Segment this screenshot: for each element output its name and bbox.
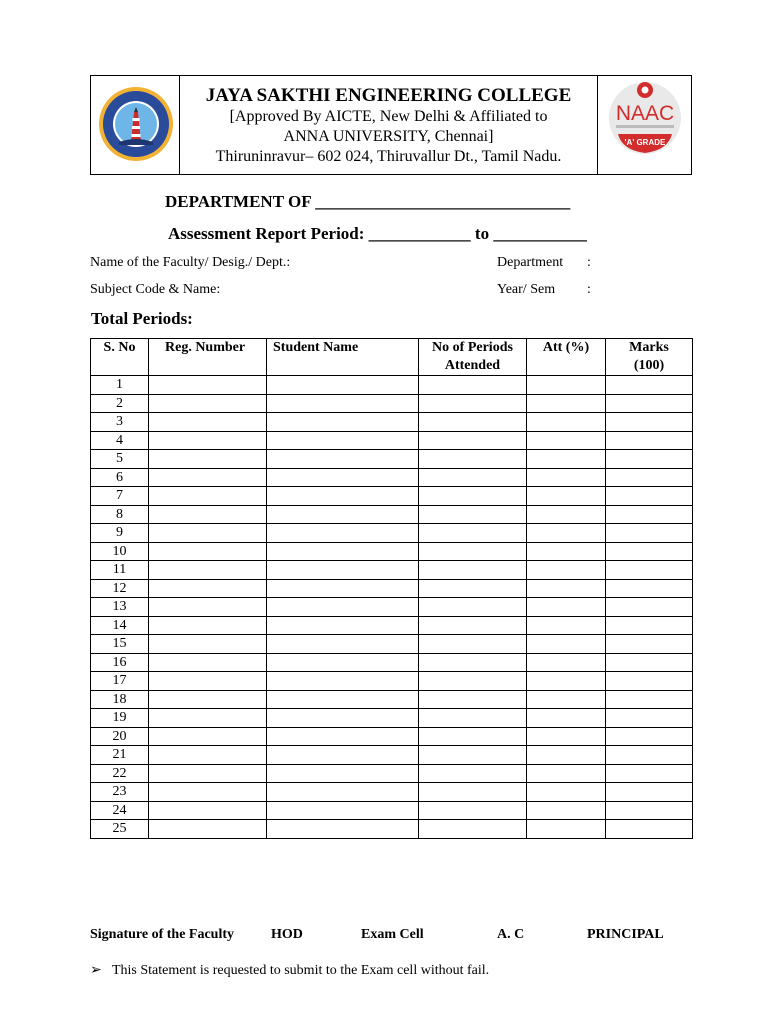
student-name-cell[interactable] — [267, 764, 419, 783]
periods-attended-cell[interactable] — [419, 783, 527, 802]
reg-number-cell[interactable] — [149, 820, 267, 839]
periods-attended-cell[interactable] — [419, 579, 527, 598]
student-name-cell[interactable] — [267, 376, 419, 395]
reg-number-cell[interactable] — [149, 413, 267, 432]
naac-logo-cell — [597, 76, 691, 174]
marks-cell[interactable] — [606, 542, 693, 561]
table-row — [91, 690, 693, 709]
college-logo-cell — [91, 76, 180, 174]
signature-principal: PRINCIPAL — [587, 927, 664, 942]
submission-note-text: This Statement is requested to submit to the Exam cell without fail. — [111, 963, 490, 978]
sno-cell: 1 — [91, 376, 149, 395]
student-name-cell[interactable] — [267, 690, 419, 709]
signature-hod: HOD — [271, 927, 303, 942]
department-blank[interactable]: ______________________________ — [315, 192, 571, 211]
col-header-attendance: Att (%) — [527, 339, 606, 376]
attendance-cell[interactable] — [527, 801, 606, 820]
table-row — [91, 653, 693, 672]
sno-cell: 19 — [91, 709, 149, 728]
student-name-cell[interactable] — [267, 653, 419, 672]
college-affiliation: ANNA UNIVERSITY, Chennai] — [283, 128, 494, 145]
college-header — [90, 75, 692, 175]
subject-label: Subject Code & Name: — [90, 282, 221, 297]
col-header-sno: S. No — [91, 339, 149, 376]
reg-number-cell[interactable] — [149, 783, 267, 802]
sno-cell: 14 — [91, 616, 149, 635]
sno-cell: 4 — [91, 431, 149, 450]
attendance-cell[interactable] — [527, 672, 606, 691]
period-to-blank[interactable]: ___________ — [493, 224, 587, 243]
student-name-cell[interactable] — [267, 820, 419, 839]
sno-cell: 18 — [91, 690, 149, 709]
attendance-cell[interactable] — [527, 542, 606, 561]
attendance-cell[interactable] — [527, 635, 606, 654]
table-row — [91, 394, 693, 413]
sno-cell: 22 — [91, 764, 149, 783]
student-name-cell[interactable] — [267, 394, 419, 413]
table-row — [91, 579, 693, 598]
signature-exam-cell: Exam Cell — [361, 927, 424, 942]
marks-cell[interactable] — [606, 672, 693, 691]
marks-cell[interactable] — [606, 764, 693, 783]
sno-cell: 25 — [91, 820, 149, 839]
student-name-cell[interactable] — [267, 413, 419, 432]
marks-cell[interactable] — [606, 653, 693, 672]
reg-number-cell[interactable] — [149, 801, 267, 820]
student-name-cell[interactable] — [267, 579, 419, 598]
marks-cell[interactable] — [606, 616, 693, 635]
sno-cell: 24 — [91, 801, 149, 820]
student-name-cell[interactable] — [267, 431, 419, 450]
table-row — [91, 709, 693, 728]
sno-cell: 20 — [91, 727, 149, 746]
reg-number-cell[interactable] — [149, 672, 267, 691]
marks-cell[interactable] — [606, 783, 693, 802]
marks-cell[interactable] — [606, 746, 693, 765]
sno-cell: 16 — [91, 653, 149, 672]
marks-cell[interactable] — [606, 450, 693, 469]
reg-number-cell[interactable] — [149, 709, 267, 728]
sno-cell: 10 — [91, 542, 149, 561]
reg-number-cell[interactable] — [149, 468, 267, 487]
sno-cell: 5 — [91, 450, 149, 469]
attendance-cell[interactable] — [527, 505, 606, 524]
student-name-cell[interactable] — [267, 746, 419, 765]
col-header-reg-number: Reg. Number — [149, 339, 267, 376]
attendance-cell[interactable] — [527, 653, 606, 672]
student-name-cell[interactable] — [267, 616, 419, 635]
periods-attended-cell[interactable] — [419, 450, 527, 469]
periods-attended-cell[interactable] — [419, 820, 527, 839]
marks-cell[interactable] — [606, 727, 693, 746]
student-name-cell[interactable] — [267, 709, 419, 728]
table-row — [91, 783, 693, 802]
reg-number-cell[interactable] — [149, 542, 267, 561]
table-row — [91, 561, 693, 580]
periods-attended-cell[interactable] — [419, 616, 527, 635]
sno-cell: 6 — [91, 468, 149, 487]
reg-number-cell[interactable] — [149, 598, 267, 617]
attendance-cell[interactable] — [527, 746, 606, 765]
reg-number-cell[interactable] — [149, 561, 267, 580]
sno-cell: 11 — [91, 561, 149, 580]
college-details — [180, 76, 597, 174]
total-periods-label: Total Periods: — [91, 309, 193, 328]
student-name-cell[interactable] — [267, 524, 419, 543]
periods-attended-cell[interactable] — [419, 709, 527, 728]
student-name-cell[interactable] — [267, 635, 419, 654]
periods-attended-cell[interactable] — [419, 376, 527, 395]
marks-cell[interactable] — [606, 635, 693, 654]
student-name-cell[interactable] — [267, 783, 419, 802]
reg-number-cell[interactable] — [149, 690, 267, 709]
sno-cell: 23 — [91, 783, 149, 802]
table-row — [91, 672, 693, 691]
student-name-cell[interactable] — [267, 468, 419, 487]
naac-text: NAAC — [615, 102, 675, 125]
col-header-marks: Marks (100) — [606, 339, 693, 376]
attendance-cell[interactable] — [527, 450, 606, 469]
reg-number-cell[interactable] — [149, 376, 267, 395]
attendance-cell[interactable] — [527, 709, 606, 728]
reg-number-cell[interactable] — [149, 524, 267, 543]
periods-attended-cell[interactable] — [419, 690, 527, 709]
attendance-cell[interactable] — [527, 413, 606, 432]
sno-cell: 7 — [91, 487, 149, 506]
student-name-cell[interactable] — [267, 505, 419, 524]
sno-cell: 12 — [91, 579, 149, 598]
table-row — [91, 616, 693, 635]
periods-attended-cell[interactable] — [419, 431, 527, 450]
periods-attended-cell[interactable] — [419, 653, 527, 672]
table-row — [91, 542, 693, 561]
period-from-blank[interactable]: ____________ — [368, 224, 471, 243]
department-field-label: Department — [497, 255, 564, 270]
attendance-cell[interactable] — [527, 727, 606, 746]
reg-number-cell[interactable] — [149, 746, 267, 765]
table-row — [91, 801, 693, 820]
table-header-row — [91, 339, 693, 376]
student-name-cell[interactable] — [267, 561, 419, 580]
marks-cell[interactable] — [606, 820, 693, 839]
assessment-period-heading — [168, 224, 587, 244]
periods-attended-cell[interactable] — [419, 542, 527, 561]
attendance-cell[interactable] — [527, 690, 606, 709]
table-row — [91, 487, 693, 506]
periods-attended-cell[interactable] — [419, 727, 527, 746]
periods-attended-cell[interactable] — [419, 746, 527, 765]
periods-attended-cell[interactable] — [419, 394, 527, 413]
student-name-cell[interactable] — [267, 727, 419, 746]
table-row — [91, 376, 693, 395]
reg-number-cell[interactable] — [149, 727, 267, 746]
naac-logo-icon — [598, 76, 692, 176]
signature-ac: A. C — [497, 927, 525, 942]
periods-attended-cell[interactable] — [419, 635, 527, 654]
periods-attended-cell[interactable] — [419, 505, 527, 524]
marks-cell[interactable] — [606, 690, 693, 709]
period-to-label: to — [474, 224, 490, 243]
sno-cell: 3 — [91, 413, 149, 432]
sno-cell: 15 — [91, 635, 149, 654]
marks-cell[interactable] — [606, 561, 693, 580]
reg-number-cell[interactable] — [149, 450, 267, 469]
attendance-cell[interactable] — [527, 616, 606, 635]
table-row — [91, 413, 693, 432]
table-row — [91, 505, 693, 524]
attendance-cell[interactable] — [527, 783, 606, 802]
sno-cell: 13 — [91, 598, 149, 617]
reg-number-cell[interactable] — [149, 579, 267, 598]
signature-faculty: Signature of the Faculty — [90, 927, 235, 942]
periods-attended-cell[interactable] — [419, 672, 527, 691]
marks-cell[interactable] — [606, 394, 693, 413]
department-label: DEPARTMENT OF — [165, 192, 311, 211]
attendance-cell[interactable] — [527, 394, 606, 413]
attendance-cell[interactable] — [527, 431, 606, 450]
department-heading — [165, 192, 570, 212]
marks-cell[interactable] — [606, 524, 693, 543]
marks-cell[interactable] — [606, 431, 693, 450]
reg-number-cell[interactable] — [149, 505, 267, 524]
attendance-cell[interactable] — [527, 468, 606, 487]
marks-cell[interactable] — [606, 413, 693, 432]
marks-cell[interactable] — [606, 579, 693, 598]
periods-attended-cell[interactable] — [419, 561, 527, 580]
marks-cell[interactable] — [606, 709, 693, 728]
attendance-cell[interactable] — [527, 524, 606, 543]
periods-attended-cell[interactable] — [419, 413, 527, 432]
reg-number-cell[interactable] — [149, 431, 267, 450]
marks-cell[interactable] — [606, 598, 693, 617]
marks-cell[interactable] — [606, 487, 693, 506]
col-header-student-name: Student Name — [267, 339, 419, 376]
college-name: JAYA SAKTHI ENGINEERING COLLEGE — [205, 85, 572, 106]
college-approval: [Approved By AICTE, New Delhi & Affiliated to — [229, 108, 548, 125]
attendance-cell[interactable] — [527, 820, 606, 839]
marks-cell[interactable] — [606, 505, 693, 524]
year-sem-label: Year/ Sem — [497, 282, 556, 297]
assessment-table — [90, 338, 693, 839]
periods-attended-cell[interactable] — [419, 487, 527, 506]
reg-number-cell[interactable] — [149, 764, 267, 783]
sno-cell: 8 — [91, 505, 149, 524]
table-body — [91, 376, 693, 839]
student-name-cell[interactable] — [267, 672, 419, 691]
reg-number-cell[interactable] — [149, 635, 267, 654]
department-colon: : — [587, 255, 591, 270]
reg-number-cell[interactable] — [149, 487, 267, 506]
marks-cell[interactable] — [606, 801, 693, 820]
table-row — [91, 450, 693, 469]
submission-note — [90, 962, 489, 979]
attendance-cell[interactable] — [527, 376, 606, 395]
table-row — [91, 727, 693, 746]
college-logo-icon — [91, 76, 180, 176]
faculty-label: Name of the Faculty/ Desig./ Dept.: — [90, 255, 291, 270]
attendance-cell[interactable] — [527, 487, 606, 506]
student-name-cell[interactable] — [267, 801, 419, 820]
period-label: Assessment Report Period: — [168, 224, 365, 243]
student-name-cell[interactable] — [267, 450, 419, 469]
student-name-cell[interactable] — [267, 487, 419, 506]
attendance-cell[interactable] — [527, 579, 606, 598]
table-row — [91, 524, 693, 543]
college-address: Thiruninravur– 602 024, Thiruvallur Dt., Tamil Nadu. — [215, 148, 562, 165]
periods-attended-cell[interactable] — [419, 764, 527, 783]
student-name-cell[interactable] — [267, 598, 419, 617]
sno-cell: 2 — [91, 394, 149, 413]
table-row — [91, 468, 693, 487]
reg-number-cell[interactable] — [149, 653, 267, 672]
periods-attended-cell[interactable] — [419, 801, 527, 820]
attendance-cell[interactable] — [527, 561, 606, 580]
periods-attended-cell[interactable] — [419, 468, 527, 487]
marks-cell[interactable] — [606, 468, 693, 487]
sno-cell: 17 — [91, 672, 149, 691]
naac-grade-text: 'A' GRADE — [624, 138, 666, 147]
table-row — [91, 598, 693, 617]
sno-cell: 9 — [91, 524, 149, 543]
table-row — [91, 746, 693, 765]
table-row — [91, 431, 693, 450]
marks-cell[interactable] — [606, 376, 693, 395]
table-row — [91, 635, 693, 654]
col-header-periods-attended: No of Periods Attended — [419, 339, 527, 376]
reg-number-cell[interactable] — [149, 394, 267, 413]
table-row — [91, 820, 693, 839]
periods-attended-cell[interactable] — [419, 524, 527, 543]
year-sem-colon: : — [587, 282, 591, 297]
arrow-bullet-icon: ➢ — [90, 963, 102, 978]
reg-number-cell[interactable] — [149, 616, 267, 635]
periods-attended-cell[interactable] — [419, 598, 527, 617]
attendance-cell[interactable] — [527, 764, 606, 783]
attendance-cell[interactable] — [527, 598, 606, 617]
student-name-cell[interactable] — [267, 542, 419, 561]
sno-cell: 21 — [91, 746, 149, 765]
table-row — [91, 764, 693, 783]
